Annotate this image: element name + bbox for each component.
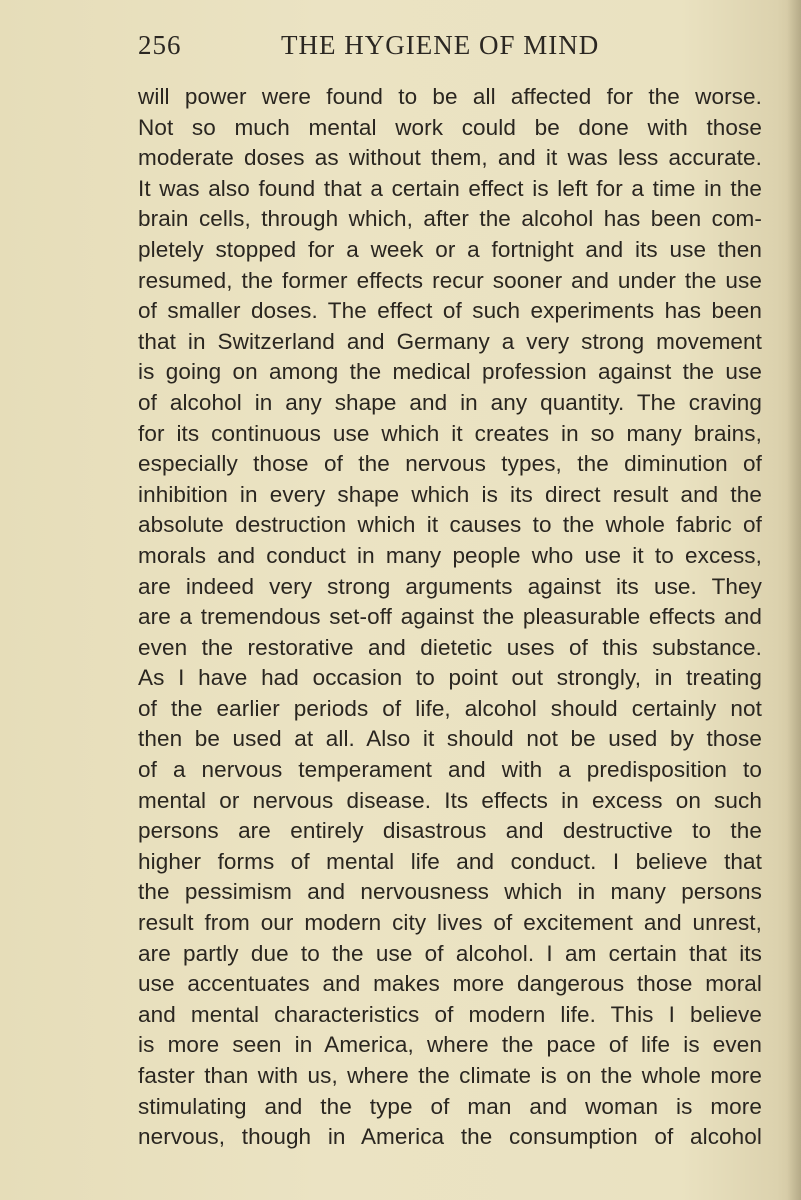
text-line: resumed, the former effects recur sooner and under the use (138, 267, 762, 293)
page-header (138, 30, 760, 70)
text-line: then be used at all. Also it should not be used by those (138, 726, 762, 752)
page-number: 256 (138, 30, 182, 60)
text-line: for its continuous use which it creates in so many brains, (138, 420, 762, 446)
text-line: is going on among the medical profession against the use (138, 359, 762, 385)
text-line: persons are entirely disastrous and destructive to the (138, 818, 762, 844)
text-line: moderate doses as without them, and it was less accurate. (138, 145, 762, 171)
text-line: Not so much mental work could be done with those (138, 114, 762, 140)
text-line: will power were found to be all affected for the worse. (138, 84, 762, 109)
text-line: inhibition in every shape which is its direct result and the (138, 481, 762, 507)
text-line: even the restorative and dietetic uses of this substance. (138, 634, 762, 660)
text-line: of the earlier periods of life, alcohol should certainly not (138, 695, 762, 721)
text-line: nervous, though in America the consumption of alcohol (138, 1124, 762, 1150)
text-line: is more seen in America, where the pace of life is even (138, 1032, 762, 1058)
text-line: faster than with us, where the climate is on the whole more (138, 1063, 762, 1088)
text-line: of a nervous temperament and with a predisposition to (138, 757, 762, 783)
text-line: brain cells, through which, after the alcohol has been com- (138, 206, 762, 232)
text-line: absolute destruction which it causes to the whole fabric of (138, 512, 762, 538)
text-line: of alcohol in any shape and in any quantity. The craving (138, 389, 762, 415)
text-line: morals and conduct in many people who use it to excess, (138, 542, 762, 568)
text-line: result from our modern city lives of excitement and unrest, (138, 910, 762, 936)
text-line: that in Switzerland and Germany a very strong movement (138, 328, 762, 354)
body-text (138, 82, 762, 1153)
text-line: are indeed very strong arguments against its use. They (138, 573, 762, 599)
text-line: are a tremendous set-off against the pleasurable effects and (138, 604, 762, 630)
text-line: of smaller doses. The effect of such experiments has been (138, 298, 762, 324)
text-line: As I have had occasion to point out strongly, in treating (138, 665, 762, 691)
text-line: stimulating and the type of man and woman is more (138, 1093, 762, 1119)
text-line: the pessimism and nervousness which in many persons (138, 879, 762, 905)
text-line: higher forms of mental life and conduct. I believe that (138, 848, 762, 874)
page-edge-shadow (787, 0, 801, 1200)
text-line: are partly due to the use of alcohol. I am certain that its (138, 940, 762, 966)
text-line: It was also found that a certain effect is left for a time in the (138, 175, 762, 201)
running-head: THE HYGIENE OF MIND (281, 30, 600, 60)
text-line: use accentuates and makes more dangerous those moral (138, 971, 762, 997)
text-line: especially those of the nervous types, the diminution of (138, 451, 762, 477)
text-line: mental or nervous disease. Its effects in excess on such (138, 787, 762, 813)
text-line: pletely stopped for a week or a fortnight and its use then (138, 236, 762, 262)
text-line: and mental characteristics of modern life. This I believe (138, 1001, 762, 1027)
